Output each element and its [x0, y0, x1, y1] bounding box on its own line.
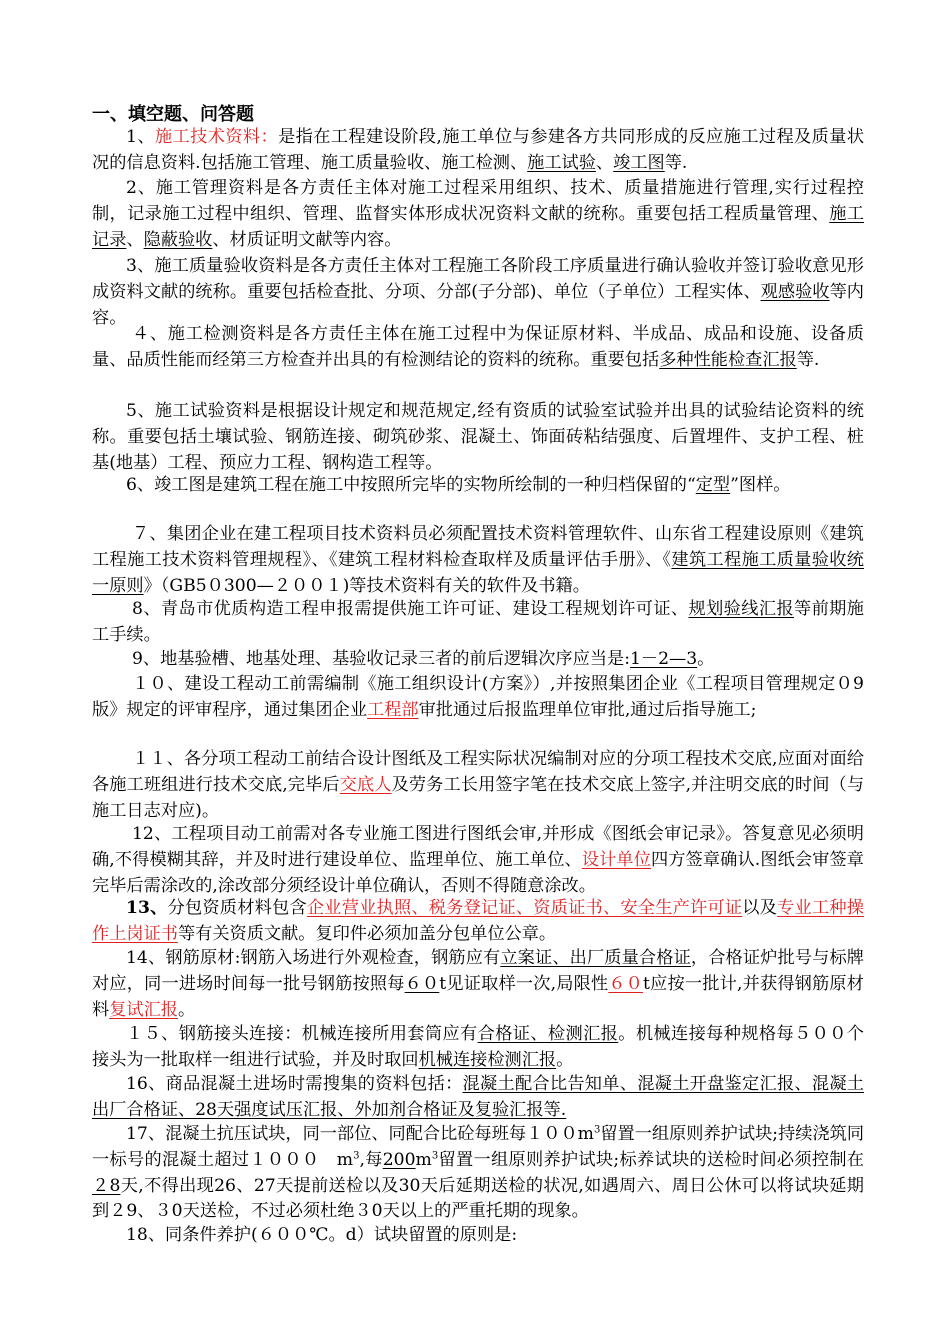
- term-highlight: 施工技术资料：: [154, 127, 279, 147]
- item-16: 16、商品混凝土进场时需搜集的资料包括：混凝土配合比告知单、混凝土开盘鉴定汇报、混凝土出厂合格证、28天强度试压汇报、外加剂合格证及复验汇报等.: [92, 1074, 864, 1120]
- item-7: ７、集团企业在建工程项目技术资料员必须配置技术资料管理软件、山东省工程建设原则《建筑工程施工技术资料管理规程》、《建筑工程材料检查取样及质量评估手册》、《建筑工程施工质量验收统一原则》（GB5０300—２００１)等技术资料有关的软件及书籍。: [92, 524, 864, 596]
- item-4: ４、施工检测资料是各方责任主体在施工过程中为保证原材料、半成品、成品和设施、设备质量、品质性能而经第三方检查并出具的有检测结论的资料的统称。重要包括多种性能检查汇报等.: [92, 324, 864, 370]
- item-2: 2、施工管理资料是各方责任主体对施工过程采用组织、技术、质量措施进行管理,实行过程控制，记录施工过程中组织、管理、监督实体形成状况资料文献的统称。重要包括工程质量管理、施工记录、隐蔽验收、材质证明文献等内容。: [92, 178, 864, 250]
- item-14: 14、钢筋原材:钢筋入场进行外观检查，钢筋应有立案证、出厂质量合格证，合格证炉批号与标牌对应，同一进场时间每一批号钢筋按照每６０t见证取样一次,局限性６０t应按一批计,并获得钢筋原材料复试汇报。: [92, 948, 864, 1020]
- item-13: 13、分包资质材料包含企业营业执照、税务登记证、资质证书、安全生产许可证以及专业工种操作上岗证书等有关资质文献。复印件必须加盖分包单位公章。: [92, 898, 864, 944]
- item-11: １１、各分项工程动工前结合设计图纸及工程实际状况编制对应的分项工程技术交底,应面对面给各施工班组进行技术交底,完毕后交底人及劳务工长用签字笔在技术交底上签字,并注明交底的时间（与施工日志对应)。: [92, 749, 865, 821]
- item-number: 1、: [126, 127, 155, 147]
- item-18: 18、同条件养护(６００℃。d）试块留置的原则是:: [126, 1225, 518, 1245]
- item-1: 1、施工技术资料：是指在工程建设阶段,施工单位与参建各方共同形成的反应施工过程及质量状况的信息资料.包括施工管理、施工质量验收、施工检测、施工试验、竣工图等.: [92, 127, 865, 173]
- item-number: 13、: [126, 898, 168, 918]
- item-17: 17、混凝土抗压试块，同一部位、同配合比砼每班每$100m^3$留置一组原则养护试块;持续浇筑同一标号的混凝土超过１０００ $m^3$,每$200m^3$留置一组原则养护试块;标养试块的送检时间必须控制在２8天,不得出现26、27天提前送检以及30天后延期送检的状况,如遇周六、周日公休可以将试块延期到２9、３0天送检，不过必须杜绝３0天以上的严重托期的现象。: [92, 1124, 865, 1222]
- item-9: 9、地基验槽、地基处理、基验收记录三者的前后逻辑次序应当是:1－2—3。: [132, 649, 715, 669]
- item-8: 8、青岛市优质构造工程申报需提供施工许可证、建设工程规划许可证、规划验线汇报等前期施工手续。: [92, 599, 864, 645]
- section-heading: 一、填空题、问答题: [92, 104, 254, 125]
- item-6: 6、竣工图是建筑工程在施工中按照所完毕的实物所绘制的一种归档保留的“定型”图样。: [126, 475, 791, 495]
- item-3: 3、施工质量验收资料是各方责任主体对工程施工各阶段工序质量进行确认验收并签订验收意见形成资料文献的统称。重要包括检查批、分项、分部(子分部)、单位（子单位）工程实体、观感验收等内容。: [92, 256, 864, 328]
- item-10: １０、建设工程动工前需编制《施工组织设计(方案》）,并按照集团企业《工程项目管理规定０9版》规定的评审程序，通过集团企业工程部审批通过后报监理单位审批,通过后指导施工;: [92, 674, 864, 720]
- item-5: 5、施工试验资料是根据设计规定和规范规定,经有资质的试验室试验并出具的试验结论资料的统称。重要包括土壤试验、钢筋连接、砌筑砂浆、混凝土、饰面砖粘结强度、后置埋件、支护工程、桩基(地基）工程、预应力工程、钢构造工程等。: [92, 401, 864, 473]
- item-12: 12、工程项目动工前需对各专业施工图进行图纸会审,并形成《图纸会审记录》。答复意见必须明确,不得模糊其辞，并及时进行建设单位、监理单位、施工单位、设计单位四方签章确认.图纸会审签章完毕后需涂改的,涂改部分须经设计单位确认，否则不得随意涂改。: [92, 824, 864, 896]
- item-15: １５、钢筋接头连接：机械连接所用套筒应有合格证、检测汇报。机械连接每种规格每５００个接头为一批取样一组进行试验，并及时取回机械连接检测汇报。: [92, 1024, 864, 1070]
